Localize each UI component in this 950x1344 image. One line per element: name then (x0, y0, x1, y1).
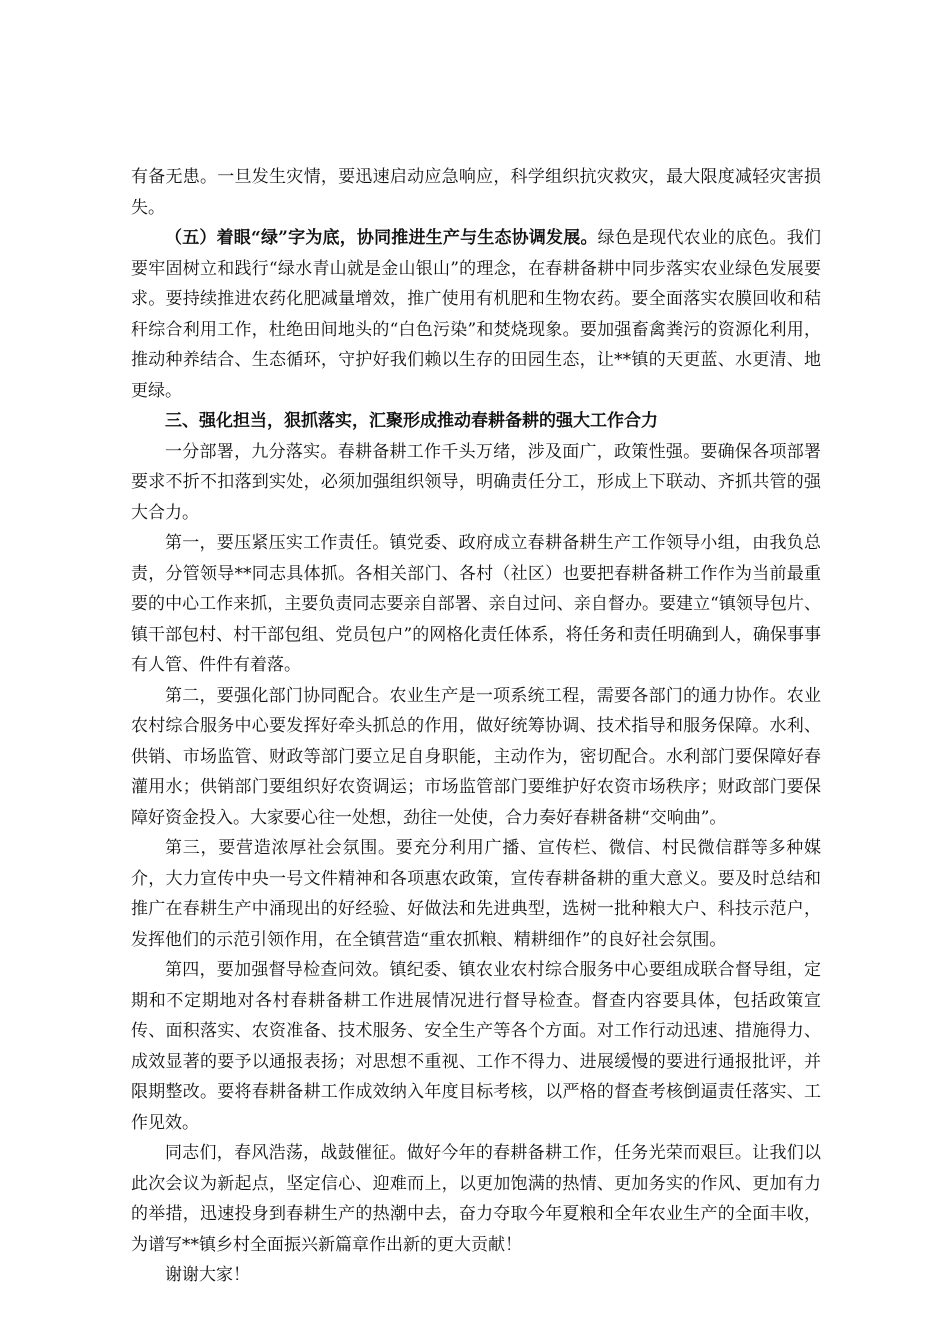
paragraph-closing (131, 1138, 821, 1260)
paragraph-text: 谢谢大家！ (165, 1265, 250, 1285)
paragraph-thanks (131, 1260, 821, 1291)
paragraph-section-intro (131, 437, 821, 529)
section-heading (131, 406, 821, 437)
paragraph-green-development (131, 223, 821, 406)
subsection-heading: （五）着眼“绿”字为底，协同推进生产与生态协调发展。 (165, 228, 598, 248)
paragraph-third (131, 833, 821, 955)
paragraph-first (131, 528, 821, 681)
paragraph-second (131, 681, 821, 834)
document-body (131, 162, 821, 1291)
paragraph-text: 第三，要营造浓厚社会氛围。要充分利用广播、宣传栏、微信、村民微信群等多种媒介，大力宣传中央一号文件精神和各项惠农政策，宣传春耕备耕的重大意义。要及时总结和推广在春耕生产中涌现出的好经验、好做法和先进典型，选树一批种粮大户、科技示范户，发挥他们的示范引领作用，在全镇营造“重农抓粮、精耕细作”的良好社会氛围。 (131, 838, 821, 950)
paragraph-text: 有备无患。一旦发生灾情，要迅速启动应急响应，科学组织抗灾救灾，最大限度减轻灾害损失。 (131, 167, 821, 218)
section-heading-text: 三、强化担当，狠抓落实，汇聚形成推动春耕备耕的强大工作合力 (165, 411, 658, 431)
paragraph-continuation (131, 162, 821, 223)
paragraph-text: 第一，要压紧压实工作责任。镇党委、政府成立春耕备耕生产工作领导小组，由我负总责，分管领导**同志具体抓。各相关部门、各村（社区）也要把春耕备耕工作作为当前最重要的中心工作来抓，主要负责同志要亲自部署、亲自过问、亲自督办。要建立“镇领导包片、镇干部包村、村干部包组、党员包户”的网格化责任体系，将任务和责任明确到人，确保事事有人管、件件有着落。 (131, 533, 821, 675)
paragraph-text: 一分部署，九分落实。春耕备耕工作千头万绪，涉及面广，政策性强。要确保各项部署要求不折不扣落到实处，必须加强组织领导，明确责任分工，形成上下联动、齐抓共管的强大合力。 (131, 441, 821, 523)
paragraph-text: 绿色是现代农业的底色。我们要牢固树立和践行“绿水青山就是金山银山”的理念，在春耕备耕中同步落实农业绿色发展要求。要持续推进农药化肥减量增效，推广使用有机肥和生物农药。要全面落实农膜回收和秸秆综合利用工作，杜绝田间地头的“白色污染”和焚烧现象。要加强畜禽粪污的资源化利用，推动种养结合、生态循环，守护好我们赖以生存的田园生态，让**镇的天更蓝、水更清、地更绿。 (131, 228, 822, 401)
paragraph-text: 第四，要加强督导检查问效。镇纪委、镇农业农村综合服务中心要组成联合督导组，定期和不定期地对各村春耕备耕工作进展情况进行督导检查。督查内容要具体，包括政策宣传、面积落实、农资准备、技术服务、安全生产等各个方面。对工作行动迅速、措施得力、成效显著的要予以通报表扬；对思想不重视、工作不得力、进展缓慢的要进行通报批评，并限期整改。要将春耕备耕工作成效纳入年度目标考核，以严格的督查考核倒逼责任落实、工作见效。 (131, 960, 821, 1133)
paragraph-text: 第二，要强化部门协同配合。农业生产是一项系统工程，需要各部门的通力协作。农业农村综合服务中心要发挥好牵头抓总的作用，做好统筹协调、技术指导和服务保障。水利、供销、市场监管、财政等部门要立足自身职能，主动作为，密切配合。水利部门要保障好春灌用水；供销部门要组织好农资调运；市场监管部门要维护好农资市场秩序；财政部门要保障好资金投入。大家要心往一处想，劲往一处使，合力奏好春耕备耕“交响曲”。 (131, 685, 821, 828)
paragraph-fourth (131, 955, 821, 1138)
paragraph-text: 同志们，春风浩荡，战鼓催征。做好今年的春耕备耕工作，任务光荣而艰巨。让我们以此次会议为新起点，坚定信心、迎难而上，以更加饱满的热情、更加务实的作风、更加有力的举措，迅速投身到春耕生产的热潮中去，奋力夺取今年夏粮和全年农业生产的全面丰收，为谱写**镇乡村全面振兴新篇章作出新的更大贡献！ (131, 1143, 821, 1255)
